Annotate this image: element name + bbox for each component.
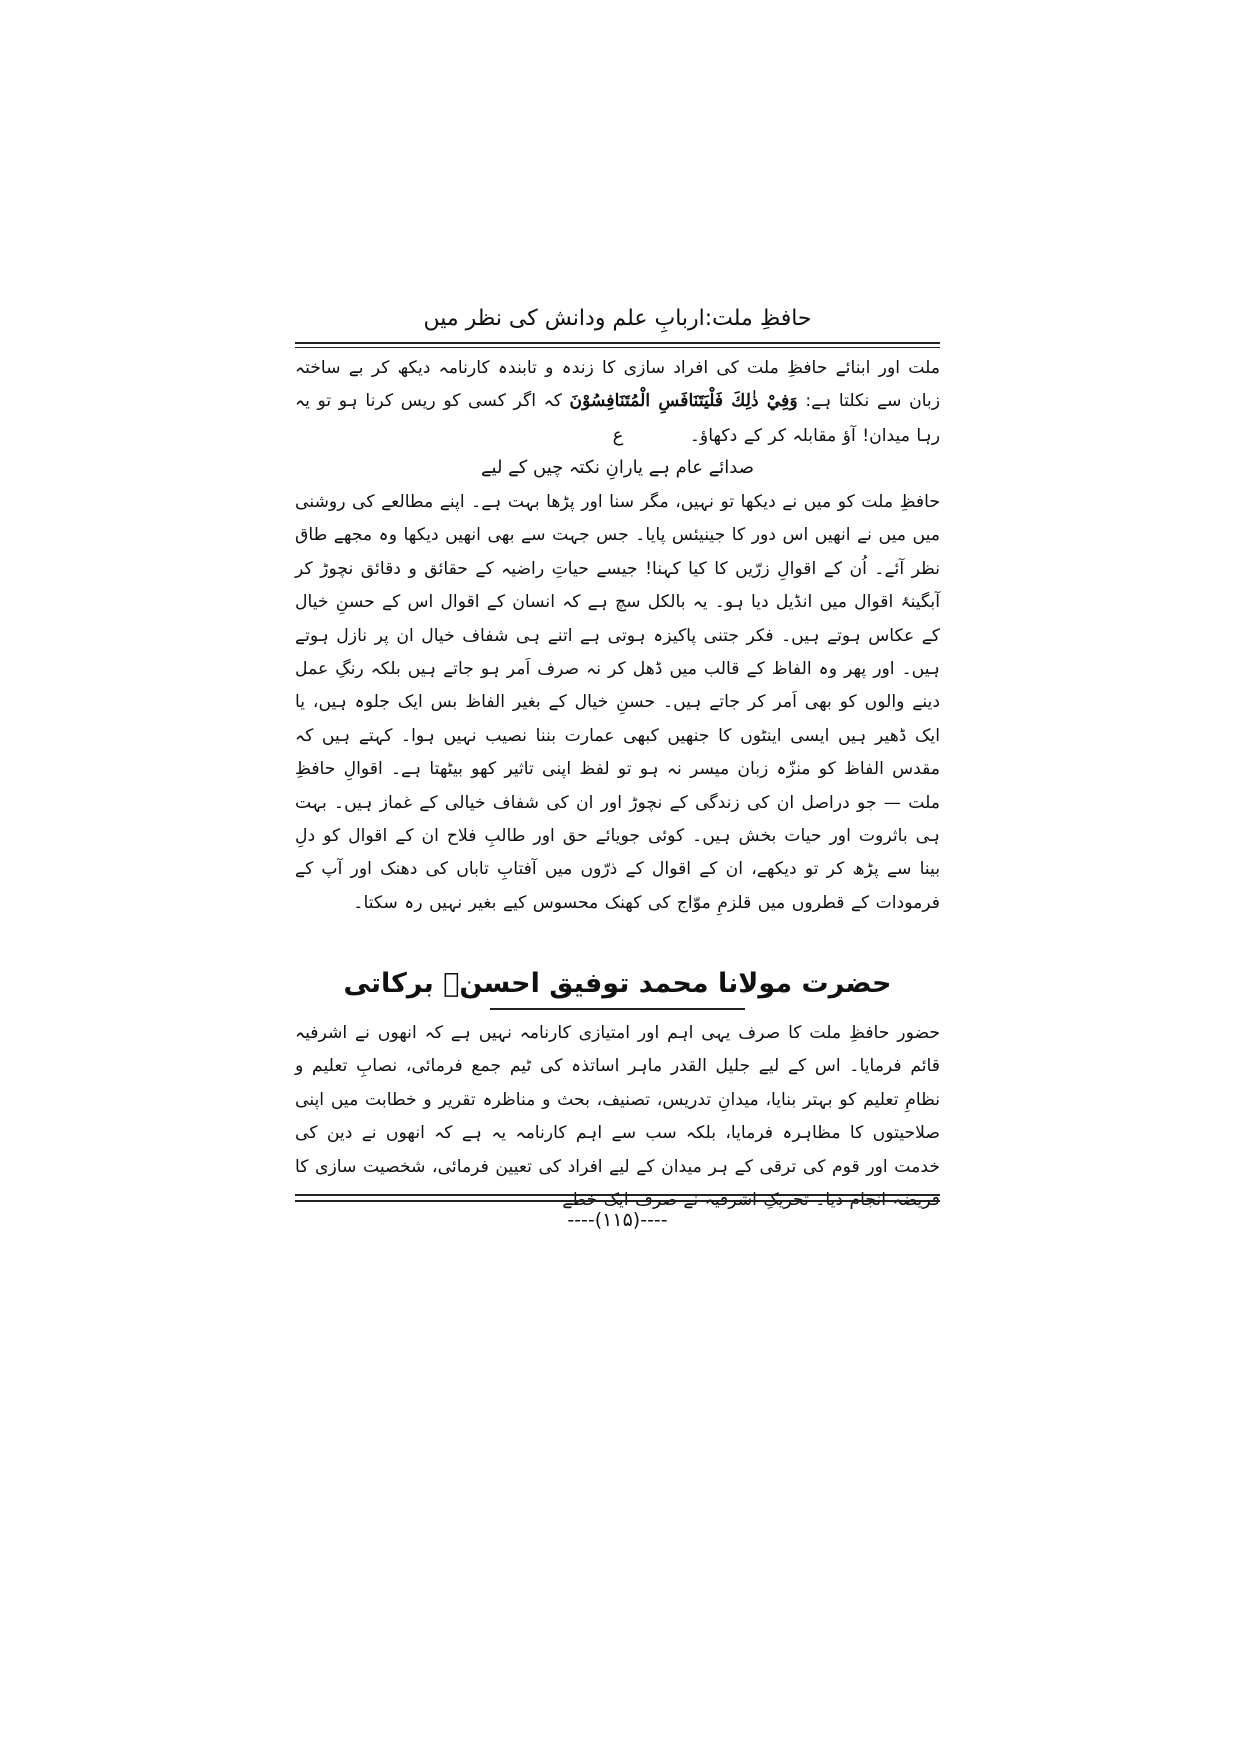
- footer-rule-top: [295, 1194, 940, 1196]
- verse-line: صدائے عام ہے یارانِ نکتہ چیں کے لیے: [481, 457, 754, 478]
- section-heading: حضرت مولانا محمد توفیق احسنؔ برکاتی: [343, 968, 892, 999]
- page-number: ----(۱۱۵)----: [567, 1209, 668, 1231]
- paragraph-two-text: حضور حافظِ ملت کا صرف یہی اہم اور امتیازی کارنامہ نہیں ہے کہ انھوں نے اشرفیہ قائم فرمایا۔ اس کے لیے جلیل القدر ماہر اساتذہ کی ٹیم جمع فرمائی، نصابِ تعلیم و نظامِ تعلیم کو بہتر بنایا، میدانِ تدریس، تصنیف، بحث و مناظرہ تقریر و خطابت میں اپنی صلاحیتوں کا مظاہرہ فرمایا، بلکہ سب سے اہم کارنامہ یہ ہے کہ انھوں نے دین کی خدمت اور قوم کی ترقی کے ہر میدان کے لیے افراد کی تعیین فرمائی، شخصیت سازی کا فریضہ انجام دیا۔ تحریکِ اشرفیہ نے صرف ایک خطے: [295, 1023, 940, 1211]
- intro-text-start: ملت اور ابنائے حافظِ ملت کی افراد سازی کا زندہ و تابندہ کارنامہ دیکھ کر بے ساختہ زبان سے نکلتا ہے:: [295, 358, 941, 412]
- quranic-quote: وَفِيْ ذٰلِكَ فَلْيَتَنَافَسِ الْمُتَنَافِسُوْنَ: [569, 391, 798, 412]
- paragraph-two: [295, 1017, 940, 1217]
- verse-marker: ع: [612, 424, 624, 446]
- intro-text-end: کہ اگر کسی کو ریس کرنا ہو تو یہ رہا میدان! آؤ مقابلہ کر کے دکھاؤ۔: [295, 391, 940, 446]
- book-page: [295, 300, 940, 1460]
- paragraph-one-text: حافظِ ملت کو میں نے دیکھا تو نہیں، مگر سنا اور پڑھا بہت ہے۔ اپنے مطالعے کی روشنی میں میں نے انھیں اس دور کا جینیئس پایا۔ جس جہت سے بھی انھیں دیکھا وہ مجھے طاق نظر آئے۔ اُن کے اقوالِ زرّیں کا کیا کہنا! جیسے حیاتِ راضیہ کے حقائق و دقائق نچوڑ کر آبگینۂ اقوال میں انڈیل دیا ہو۔ یہ بالکل سچ ہے کہ انسان کے اقوال اس کے حسنِ خیال کے عکاس ہوتے ہیں۔ فکر جتنی پاکیزہ ہوتی ہے اتنے ہی شفاف خیال ان پر نازل ہوتے ہیں۔ اور پھر وہ الفاظ کے قالب میں ڈھل کر نہ صرف اَمر ہو جاتے ہیں بلکہ رنگِ عمل دینے والوں کو بھی اَمر کر جاتے ہیں۔ حسنِ خیال کے بغیر الفاظ بس ایک جلوہ ہیں، یا ایک ڈھیر ہیں ایسی اینٹوں کا جنھیں کبھی عمارت بننا نصیب نہیں ہوا۔ کہتے ہیں کہ مقدس الفاظ کو منزّہ زبان میسر نہ ہو تو لفظ اپنی تاثیر کھو بیٹھتا ہے۔ اقوالِ حافظِ ملت — جو دراصل ان کی زندگی کے نچوڑ اور ان کی شفاف خیالی کے غماز ہیں۔ بہت ہی باثروت اور حیات بخش ہیں۔ کوئی جویائے حق اور طالبِ فلاح ان کے اقوال کو دلِ بینا سے پڑھ کر تو دیکھے، ان کے اقوال کے ذرّوں میں آفتابِ تاباں کی دھنک اور آپ کے فرمودات کے قطروں میں قلزمِ موّاج کی کھنک محسوس کیے بغیر نہیں رہ سکتا۔: [295, 492, 940, 913]
- heading-underline: [490, 1008, 745, 1010]
- footer-rule-bottom: [295, 1200, 940, 1202]
- header-rule-top: [295, 342, 940, 344]
- intro-paragraph: [295, 352, 940, 453]
- running-title: حافظِ ملت:اربابِ علم ودانش کی نظر میں: [423, 306, 812, 331]
- header-rule-bottom: [295, 347, 940, 348]
- paragraph-one: [295, 486, 940, 920]
